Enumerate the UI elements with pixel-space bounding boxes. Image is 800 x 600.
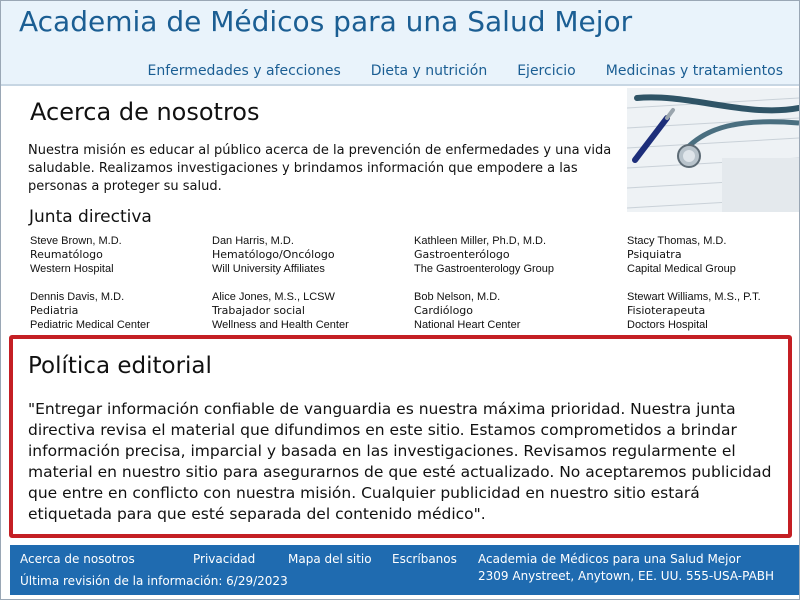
member-name: Alice Jones, M.S., LCSW xyxy=(212,291,335,303)
member-name: Dennis Davis, M.D. xyxy=(30,291,125,303)
member-role: Hematólogo/Oncólogo xyxy=(212,248,335,261)
member-org: Pediatric Medical Center xyxy=(30,319,150,331)
member-org: Capital Medical Group xyxy=(627,263,736,275)
nav-link-dieta[interactable]: Dieta y nutrición xyxy=(370,63,488,79)
member-role: Pediatria xyxy=(30,304,79,317)
nav-link-medicinas[interactable]: Medicinas y tratamientos xyxy=(605,63,783,79)
board-member xyxy=(30,234,122,276)
member-org: Wellness and Health Center xyxy=(212,319,349,331)
member-org: The Gastroenterology Group xyxy=(414,263,555,275)
editorial-text: "Entregar información confiable de vanguardia es nuestra máxima prioridad. Nuestra junta directiva revisa el material que difundimos en este sitio. Estamos comprometidos a brindar información precisa, imparcial y basada en las investigaciones. Revisamos regularmente el material en nuestro sitio para asegurarnos de que esté actualizado. No aceptaremos publicidad que entre en conflicto con nuestra misión. Cualquier publicidad en nuestro sitio estará etiquetada para que esté separada del contenido médico". xyxy=(28,400,772,523)
member-name: Bob Nelson, M.D. xyxy=(414,291,501,303)
footer-link-privacy[interactable]: Privacidad xyxy=(193,552,256,566)
member-org: Will University Affiliates xyxy=(212,263,325,275)
member-org: Western Hospital xyxy=(30,263,114,275)
footer-org-name: Academia de Médicos para una Salud Mejor xyxy=(478,552,741,566)
member-role: Cardiólogo xyxy=(414,304,474,317)
mission-text: Nuestra misión es educar al público acerca de la prevención de enfermedades y una vida saludable. Realizamos investigaciones y brindamos información que empodere a las personas a proteger su salud. xyxy=(28,143,612,194)
member-name: Kathleen Miller, Ph.D, M.D. xyxy=(414,235,547,247)
board-member xyxy=(212,234,335,276)
member-org: Doctors Hospital xyxy=(627,319,708,331)
member-role: Psiquiatra xyxy=(627,248,682,261)
board-member xyxy=(414,290,520,332)
about-title: Acerca de nosotros xyxy=(30,98,260,126)
nav-link-ejercicio[interactable]: Ejercicio xyxy=(517,63,576,79)
board-member xyxy=(414,234,554,276)
last-revision: Última revisión de la información: 6/29/2023 xyxy=(20,574,288,588)
site-header xyxy=(1,1,799,86)
member-role: Trabajador social xyxy=(212,304,305,317)
stethoscope-icon xyxy=(627,88,799,212)
board-member xyxy=(212,290,349,332)
member-role: Gastroenterólogo xyxy=(414,248,510,261)
footer-link-sitemap[interactable]: Mapa del sitio xyxy=(288,552,372,566)
member-role: Fisioterapeuta xyxy=(627,304,706,317)
main-nav xyxy=(118,63,783,79)
board-title: Junta directiva xyxy=(29,207,152,227)
board-member xyxy=(627,290,761,332)
board-member xyxy=(627,234,736,276)
footer-address: 2309 Anystreet, Anytown, EE. UU. 555-USA-PABH xyxy=(478,569,775,583)
nav-link-enfermedades[interactable]: Enfermedades y afecciones xyxy=(147,63,341,79)
stethoscope-image xyxy=(627,88,799,212)
member-name: Stacy Thomas, M.D. xyxy=(627,235,727,247)
member-name: Steve Brown, M.D. xyxy=(30,235,122,247)
site-footer xyxy=(10,545,799,595)
board-member xyxy=(30,290,150,332)
member-role: Reumatólogo xyxy=(30,248,103,261)
footer-link-contact[interactable]: Escríbanos xyxy=(392,552,457,566)
editorial-policy-box xyxy=(9,335,792,538)
member-name: Dan Harris, M.D. xyxy=(212,235,294,247)
site-title[interactable]: Academia de Médicos para una Salud Mejor xyxy=(19,5,633,38)
member-org: National Heart Center xyxy=(414,319,521,331)
editorial-title: Política editorial xyxy=(28,353,212,379)
footer-link-about[interactable]: Acerca de nosotros xyxy=(20,552,135,566)
member-name: Stewart Williams, M.S., P.T. xyxy=(627,291,761,303)
